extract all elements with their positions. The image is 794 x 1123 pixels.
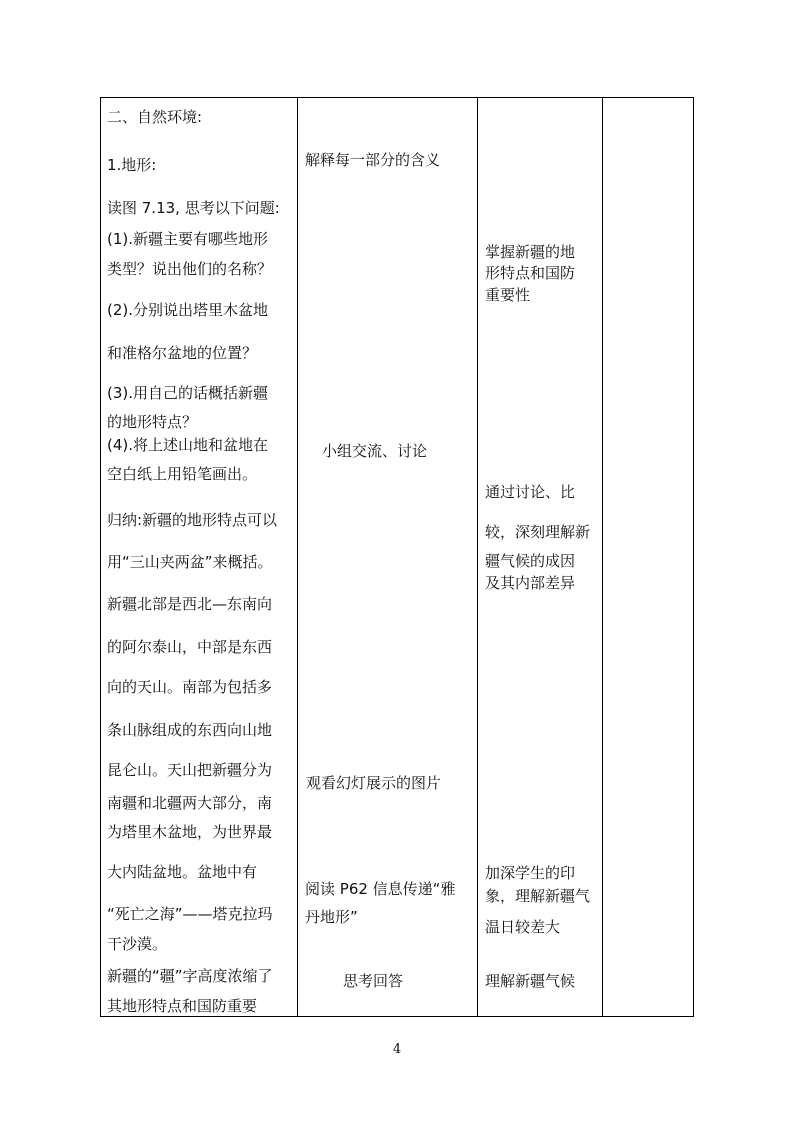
content-line: (2).分别说出塔里木盆地	[107, 301, 269, 319]
content-line: (4).将上述山地和盆地在	[107, 436, 269, 454]
activity-item: 观看幻灯展示的图片	[306, 774, 442, 792]
activity-item: 阅读 P62 信息传递“雅	[305, 880, 456, 898]
table-left-border	[100, 97, 101, 1017]
content-line: 其地形特点和国防重要	[107, 997, 258, 1015]
intent-line: 掌握新疆的地	[485, 243, 576, 261]
intent-line: 理解新疆气候	[485, 972, 576, 990]
page-number: 4	[392, 1042, 402, 1057]
content-line: 读图 7.13, 思考以下问题:	[107, 199, 280, 217]
content-line: 的阿尔泰山，中部是东西	[107, 638, 273, 656]
activity-item: 丹地形”	[305, 908, 358, 926]
content-line: 昆仑山。天山把新疆分为	[107, 761, 273, 779]
content-line: 条山脉组成的东西向山地	[107, 721, 273, 739]
activity-item: 思考回答	[343, 972, 404, 990]
intent-line: 疆气候的成因	[485, 552, 576, 570]
content-line: 为塔里木盆地，为世界最	[107, 823, 273, 841]
content-line: 用“三山夹两盆”来概括。	[107, 553, 273, 571]
intent-line: 及其内部差异	[485, 574, 576, 592]
content-line: (1).新疆主要有哪些地形	[107, 230, 269, 248]
activity-item: 解释每一部分的含义	[305, 151, 441, 169]
content-line: 大内陆盆地。盆地中有	[107, 863, 258, 881]
content-line: 向的天山。南部为包括多	[107, 678, 273, 696]
activity-item: 小组交流、讨论	[322, 442, 428, 460]
intent-line: 形特点和国防	[485, 264, 576, 282]
subsection-heading: 1.地形:	[107, 156, 157, 174]
intent-line: 象，理解新疆气	[485, 887, 591, 905]
intent-line: 重要性	[485, 286, 531, 304]
intent-line: 较，深刻理解新	[485, 523, 591, 541]
content-line: 新疆的“疆”字高度浓缩了	[107, 967, 273, 985]
column-divider-3	[602, 97, 603, 1017]
content-line: 的地形特点？	[107, 413, 198, 431]
intent-line: 通过讨论、比	[485, 483, 576, 501]
table-right-border	[693, 97, 694, 1017]
content-line: 干沙漠。	[107, 935, 168, 953]
table-bottom-border	[100, 1016, 694, 1017]
content-line: 类型？说出他们的名称？	[107, 260, 273, 278]
content-line: 空白纸上用铅笔画出。	[107, 465, 258, 483]
table-top-border	[100, 97, 694, 98]
intent-line: 温日较差大	[485, 918, 561, 936]
intent-line: 加深学生的印	[485, 864, 576, 882]
content-line: 和准格尔盆地的位置？	[107, 344, 258, 362]
content-line: 归纳:新疆的地形特点可以	[107, 511, 278, 529]
lesson-plan-table	[100, 97, 694, 1017]
content-line: “死亡之海”——塔克拉玛	[107, 905, 273, 923]
column-divider-1	[297, 97, 298, 1017]
content-line: 新疆北部是西北—东南向	[107, 595, 273, 613]
content-line: 南疆和北疆两大部分，南	[107, 794, 273, 812]
content-line: (3).用自己的话概括新疆	[107, 384, 269, 402]
column-divider-2	[477, 97, 478, 1017]
section-heading: 二、自然环境:	[107, 108, 203, 126]
